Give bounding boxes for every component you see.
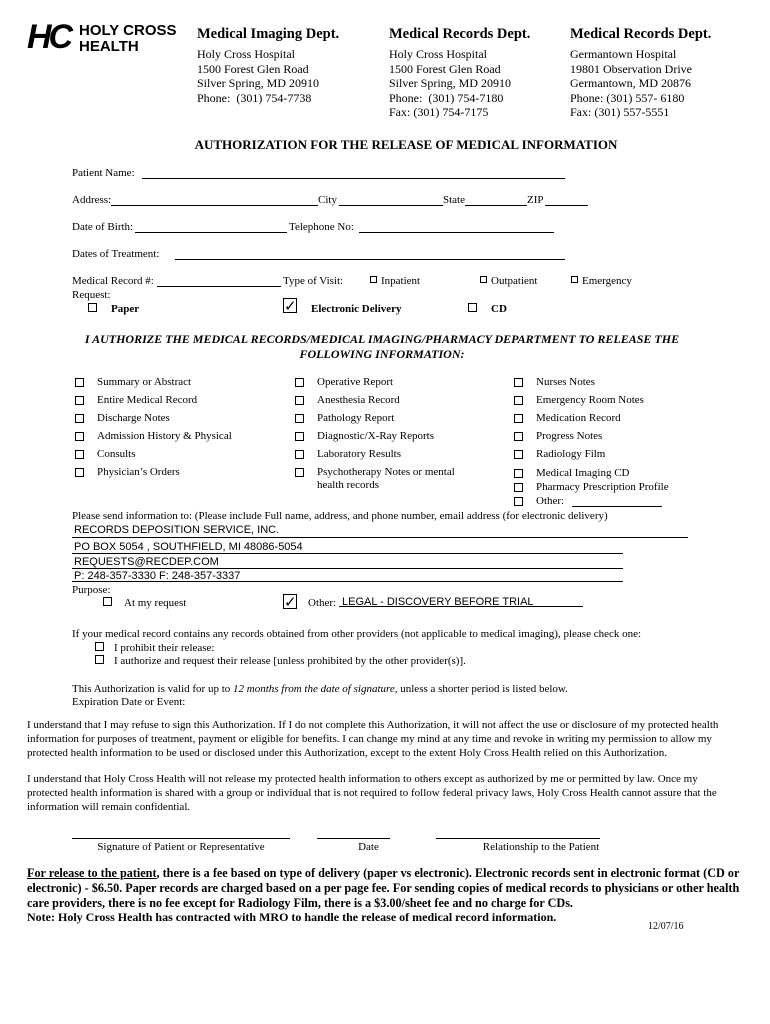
relationship-line[interactable] bbox=[436, 838, 600, 839]
electronic-delivery-label: Electronic Delivery bbox=[311, 303, 402, 315]
dept-title: Medical Records Dept. bbox=[389, 26, 531, 42]
purpose-other-label: Other: bbox=[308, 597, 337, 609]
zip-label: ZIP bbox=[527, 194, 544, 206]
address-label: Address: bbox=[72, 194, 112, 206]
logo-line1: HOLY CROSS bbox=[79, 22, 177, 39]
city-label: City bbox=[318, 194, 337, 206]
send-to-label: Please send information to: (Please include Full name, address, and phone number, email address (for electronic delivery) bbox=[72, 510, 608, 522]
state-field[interactable] bbox=[465, 205, 527, 206]
record-checkbox[interactable] bbox=[514, 483, 523, 492]
dates-treatment-label: Dates of Treatment: bbox=[72, 248, 160, 260]
record-checkbox[interactable] bbox=[514, 469, 523, 478]
purpose-other-value[interactable]: LEGAL - DISCOVERY BEFORE TRIAL bbox=[342, 596, 534, 608]
dept-imaging bbox=[197, 25, 339, 105]
paper-option[interactable]: Paper bbox=[88, 302, 139, 316]
outpatient-option[interactable]: Outpatient bbox=[480, 274, 537, 288]
recipient-name[interactable]: RECORDS DEPOSITION SERVICE, INC. bbox=[74, 524, 280, 536]
record-checkbox[interactable] bbox=[514, 450, 523, 459]
record-checkbox[interactable] bbox=[514, 497, 523, 506]
record-label: Entire Medical Record bbox=[97, 394, 198, 406]
recipient-phone[interactable]: P: 248-357-3330 F: 248-357-3337 bbox=[74, 570, 241, 582]
medical-record-label: Medical Record #: bbox=[72, 275, 154, 287]
logo-mark: HC bbox=[27, 18, 71, 56]
inpatient-option[interactable]: Inpatient bbox=[370, 274, 420, 288]
outpatient-checkbox[interactable] bbox=[480, 276, 487, 283]
dept-title: Medical Records Dept. bbox=[570, 26, 712, 42]
prohibit-checkbox[interactable] bbox=[95, 642, 104, 651]
record-checkbox[interactable] bbox=[295, 432, 304, 441]
record-checkbox[interactable] bbox=[295, 414, 304, 423]
record-label: Radiology Film bbox=[536, 448, 606, 460]
medical-record-field[interactable] bbox=[157, 286, 281, 287]
inpatient-checkbox[interactable] bbox=[370, 276, 377, 283]
record-checkbox[interactable] bbox=[75, 414, 84, 423]
cd-option[interactable]: CD bbox=[468, 302, 507, 316]
refusal-paragraph: I understand that I may refuse to sign this Authorization. If I do not complete this Authorization, it will not affect the use or disclosure of my protected health information for purposes of treatment, payment or eligible for benefits. I can change my mind at any time and revoke in writing my permission to allow my protected health information to be used or disclosed under this Authorization, except to the extent Holy Cross Health relied on this Authorization. bbox=[27, 719, 719, 759]
state-label: State bbox=[443, 194, 465, 206]
fee-lead: For release to the patient bbox=[27, 866, 157, 880]
record-checkbox[interactable] bbox=[75, 396, 84, 405]
authorize-checkbox[interactable] bbox=[95, 655, 104, 664]
record-checkbox[interactable] bbox=[75, 468, 84, 477]
form-title: AUTHORIZATION FOR THE RELEASE OF MEDICAL INFORMATION bbox=[194, 137, 618, 152]
record-label: Emergency Room Notes bbox=[536, 394, 644, 406]
dept-title: Medical Imaging Dept. bbox=[197, 26, 340, 42]
validity-text: This Authorization is valid for up to 12 months from the date of signature, unless a shorter period is listed below. bbox=[72, 683, 568, 695]
record-checkbox[interactable] bbox=[295, 468, 304, 477]
date-label: Date bbox=[358, 841, 379, 853]
record-label: Admission History & Physical bbox=[97, 430, 232, 442]
record-label: Laboratory Results bbox=[317, 448, 402, 460]
record-label: Operative Report bbox=[317, 376, 394, 388]
dept-address: Holy Cross Hospital 1500 Forest Glen Road Silver Spring, MD 20910 Phone: (301) 754-7180 Fax: (301) 754-7175 bbox=[389, 47, 512, 119]
record-checkbox[interactable] bbox=[75, 378, 84, 387]
fee-text: , there is a fee based on type of delivery (paper vs electronic). Electronic records sent in electronic format (CD or electronic) - $6.50. Paper records are charged based on a per page fee. For sending copies of medical records to physicians or other health care providers, there is no fee except for Radiology Film, there is a $3.00/sheet fee and no charge for CDs. bbox=[27, 866, 740, 910]
telephone-label: Telephone No: bbox=[289, 221, 354, 233]
relationship-label: Relationship to the Patient bbox=[482, 841, 600, 853]
dept-records-hc bbox=[389, 25, 530, 120]
logo bbox=[27, 18, 177, 56]
record-checkbox[interactable] bbox=[295, 378, 304, 387]
fee-note: Note: Holy Cross Health has contracted with MRO to handle the release of medical record information. bbox=[27, 910, 557, 924]
other-records-field[interactable] bbox=[572, 506, 662, 507]
dept-address: Holy Cross Hospital 1500 Forest Glen Road Silver Spring, MD 20910 Phone: (301) 754-7738 bbox=[197, 47, 320, 105]
recipient-line-1 bbox=[72, 537, 688, 538]
purpose-label: Purpose: bbox=[72, 584, 111, 596]
emergency-option[interactable]: Emergency bbox=[571, 274, 632, 288]
dob-label: Date of Birth: bbox=[72, 221, 134, 233]
record-checkbox[interactable] bbox=[514, 378, 523, 387]
form-date: 12/07/16 bbox=[648, 921, 684, 932]
record-checkbox[interactable] bbox=[295, 396, 304, 405]
record-checkbox[interactable] bbox=[514, 432, 523, 441]
record-label: Medical Imaging CD bbox=[536, 467, 630, 479]
recipient-line-3 bbox=[72, 568, 623, 569]
record-checkbox[interactable] bbox=[75, 432, 84, 441]
recipient-email[interactable]: REQUESTS@RECDEP.COM bbox=[74, 556, 219, 568]
expiration-field[interactable] bbox=[189, 707, 389, 708]
zip-field[interactable] bbox=[545, 205, 588, 206]
signature-label: Signature of Patient or Representative bbox=[97, 841, 265, 853]
other-providers-text: If your medical record contains any records obtained from other providers (not applicable to medical imaging), please check one: bbox=[72, 628, 642, 640]
record-checkbox[interactable] bbox=[75, 450, 84, 459]
patient-name-field[interactable] bbox=[142, 178, 565, 179]
expiration-label: Expiration Date or Event: bbox=[72, 696, 186, 708]
record-label: Psychotherapy Notes or mental health records bbox=[317, 466, 455, 491]
recipient-line-2 bbox=[72, 553, 623, 554]
patient-name-label: Patient Name: bbox=[72, 167, 135, 179]
record-label: Pharmacy Prescription Profile bbox=[536, 481, 669, 493]
purpose-request-option[interactable]: At my request bbox=[103, 596, 186, 610]
logo-line2: HEALTH bbox=[79, 38, 139, 55]
dept-records-germantown bbox=[570, 25, 711, 120]
electronic-checkmark[interactable]: ✓ bbox=[284, 297, 297, 315]
record-label: Other: bbox=[536, 495, 565, 507]
paper-checkbox[interactable] bbox=[88, 303, 97, 312]
record-label: Physician’s Orders bbox=[97, 466, 180, 478]
emergency-checkbox[interactable] bbox=[571, 276, 578, 283]
fee-paragraph bbox=[27, 866, 745, 911]
record-label: Nurses Notes bbox=[536, 376, 595, 388]
dob-field[interactable] bbox=[135, 232, 287, 233]
record-label: Diagnostic/X-Ray Reports bbox=[317, 430, 435, 442]
record-label: Medication Record bbox=[536, 412, 621, 424]
record-checkbox[interactable] bbox=[514, 414, 523, 423]
authorize-option[interactable]: I authorize and request their release [unless prohibited by the other provider(s)]. bbox=[95, 654, 466, 668]
record-label: Consults bbox=[97, 448, 136, 460]
recipient-address[interactable]: PO BOX 5054 , SOUTHFIELD, MI 48086-5054 bbox=[74, 541, 303, 553]
address-field[interactable] bbox=[111, 205, 318, 206]
dates-treatment-field[interactable] bbox=[175, 259, 565, 260]
dept-address: Germantown Hospital 19801 Observation Drive Germantown, MD 20876 Phone: (301) 557- 6180 Fax: (301) 557-5551 bbox=[570, 47, 692, 119]
prohibit-option[interactable]: I prohibit their release: bbox=[95, 641, 215, 655]
cd-checkbox[interactable] bbox=[468, 303, 477, 312]
record-label: Discharge Notes bbox=[97, 412, 170, 424]
type-of-visit-label: Type of Visit: bbox=[283, 275, 344, 287]
record-label: Summary or Abstract bbox=[97, 376, 192, 388]
signature-line[interactable] bbox=[72, 838, 290, 839]
telephone-field[interactable] bbox=[359, 232, 554, 233]
purpose-other-checkmark[interactable]: ✓ bbox=[284, 593, 297, 611]
record-label: Anesthesia Record bbox=[317, 394, 400, 406]
record-label: Pathology Report bbox=[317, 412, 395, 424]
privacy-paragraph: I understand that Holy Cross Health will not release my protected health information to others except as authorized by me or permitted by law. Once my protected health information is shared with a group or individual that is not required to follow federal privacy laws, Holy Cross Health cannot assure that the information will remain confidential. bbox=[27, 773, 717, 813]
record-label: Progress Notes bbox=[536, 430, 603, 442]
date-line[interactable] bbox=[317, 838, 390, 839]
purpose-request-checkbox[interactable] bbox=[103, 597, 112, 606]
city-field[interactable] bbox=[339, 205, 443, 206]
purpose-other-line bbox=[339, 606, 583, 607]
record-checkbox[interactable] bbox=[295, 450, 304, 459]
recipient-line-4 bbox=[72, 581, 623, 582]
record-checkbox[interactable] bbox=[514, 396, 523, 405]
authorize-heading: I AUTHORIZE THE MEDICAL RECORDS/MEDICAL IMAGING/PHARMACY DEPARTMENT TO RELEASE THE FOLLOWING INFORMATION: bbox=[84, 332, 680, 361]
request-label: Request: bbox=[72, 289, 111, 301]
